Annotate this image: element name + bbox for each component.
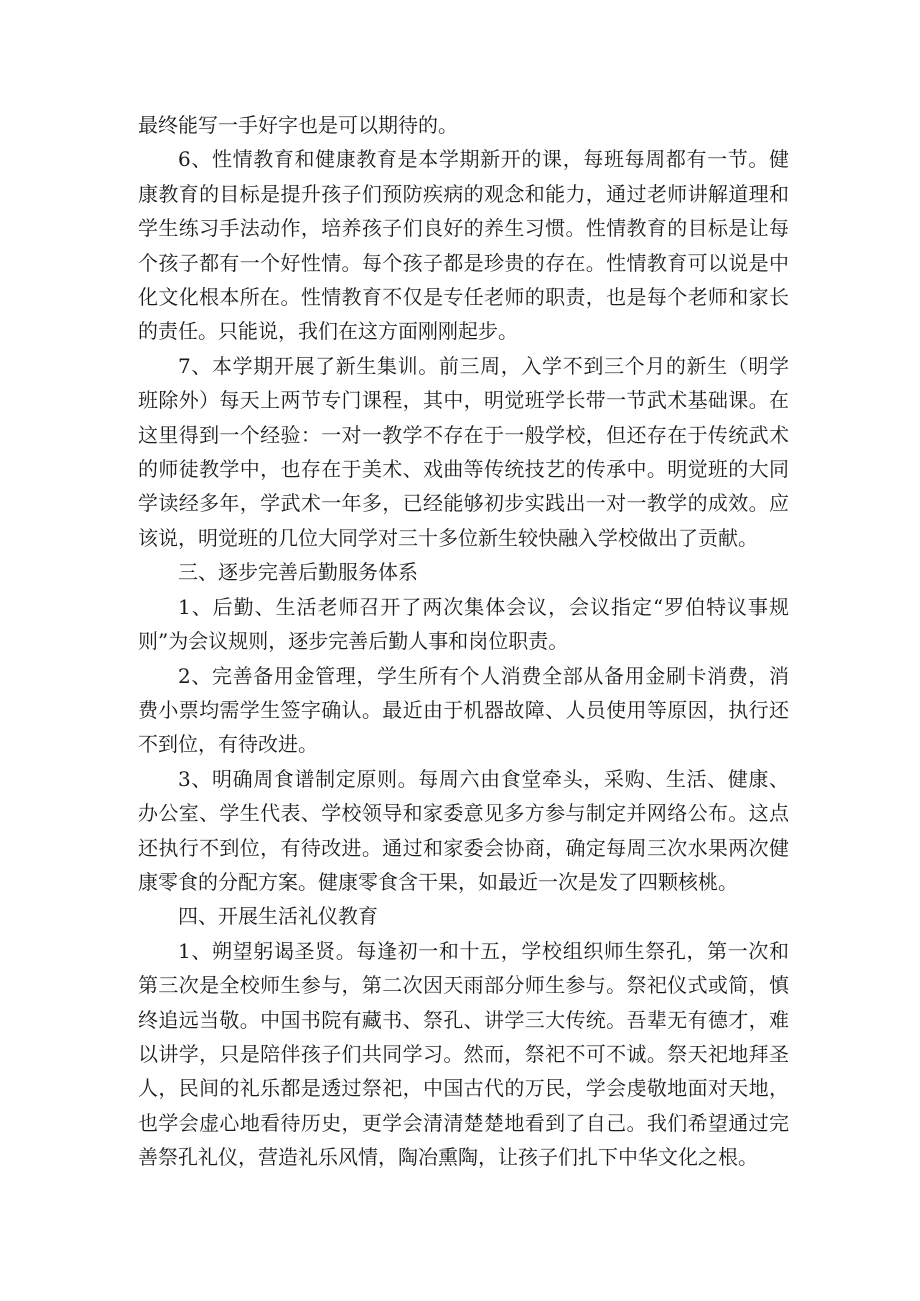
section-heading-etiquette: 四、开展生活礼仪教育 xyxy=(178,904,378,929)
section-heading-logistics: 三、逐步完善后勤服务体系 xyxy=(178,560,418,585)
paragraph-item-7: 7、本学期开展了新生集训。前三周，入学不到三个月的新生（明学班除外）每天上两节专门课程，其中，明觉班学长带一节武术基础课。在这里得到一个经验：一对一教学不存在于一般学校，但还存在于传统武术的师徒教学中，也存在于美术、戏曲等传统技艺的传承中。明觉班的大同学读经多年，学武术一年多，已经能够初步实践出一对一教学的成效。应该说，明觉班的几位大同学对三十多位新生较快融入学校做出了贡献。 xyxy=(138,353,789,550)
paragraph-logistics-2: 2、完善备用金管理，学生所有个人消费全部从备用金刷卡消费，消费小票均需学生签字确认。最近由于机器故障、人员使用等原因，执行还不到位，有待改进。 xyxy=(138,663,789,757)
paragraph-logistics-3: 3、明确周食谱制定原则。每周六由食堂牵头，采购、生活、健康、办公室、学生代表、学校领导和家委意见多方参与制定并网络公布。这点还执行不到位，有待改进。通过和家委会协商，确定每周三次水果两次健康零食的分配方案。健康零食含干果，如最近一次是发了四颗核桃。 xyxy=(138,766,789,894)
continuation-paragraph: 最终能写一手好字也是可以期待的。 xyxy=(138,113,458,137)
paragraph-item-6: 6、性情教育和健康教育是本学期新开的课，每班每周都有一节。健康教育的目标是提升孩子们预防疾病的观念和能力，通过老师讲解道理和学生练习手法动作，培养孩子们良好的养生习惯。性情教育的目标是让每个孩子都有一个好性情。每个孩子都是珍贵的存在。性情教育可以说是中化文化根本所在。性情教育不仅是专任老师的职责，也是每个老师和家长的责任。只能说，我们在这方面刚刚起步。 xyxy=(138,147,789,344)
paragraph-etiquette-1: 1、朔望躬谒圣贤。每逢初一和十五，学校组织师生祭孔，第一次和第三次是全校师生参与，第二次因天雨部分师生参与。祭祀仪式或简，慎终追远当敬。中国书院有藏书、祭孔、讲学三大传统。吾辈无有德才，难以讲学，只是陪伴孩子们共同学习。然而，祭祀不可不诚。祭天祀地拜圣人，民间的礼乐都是透过祭祀，中国古代的万民，学会虔敬地面对天地，也学会虚心地看待历史，更学会清清楚楚地看到了自己。我们希望通过完善祭孔礼仪，营造礼乐风情，陶冶熏陶，让孩子们扎下中华文化之根。 xyxy=(138,938,789,1170)
paragraph-logistics-1: 1、后勤、生活老师召开了两次集体会议，会议指定“罗伯特议事规则”为会议规则，逐步完善后勤人事和岗位职责。 xyxy=(138,594,789,654)
document-page xyxy=(138,108,789,1175)
